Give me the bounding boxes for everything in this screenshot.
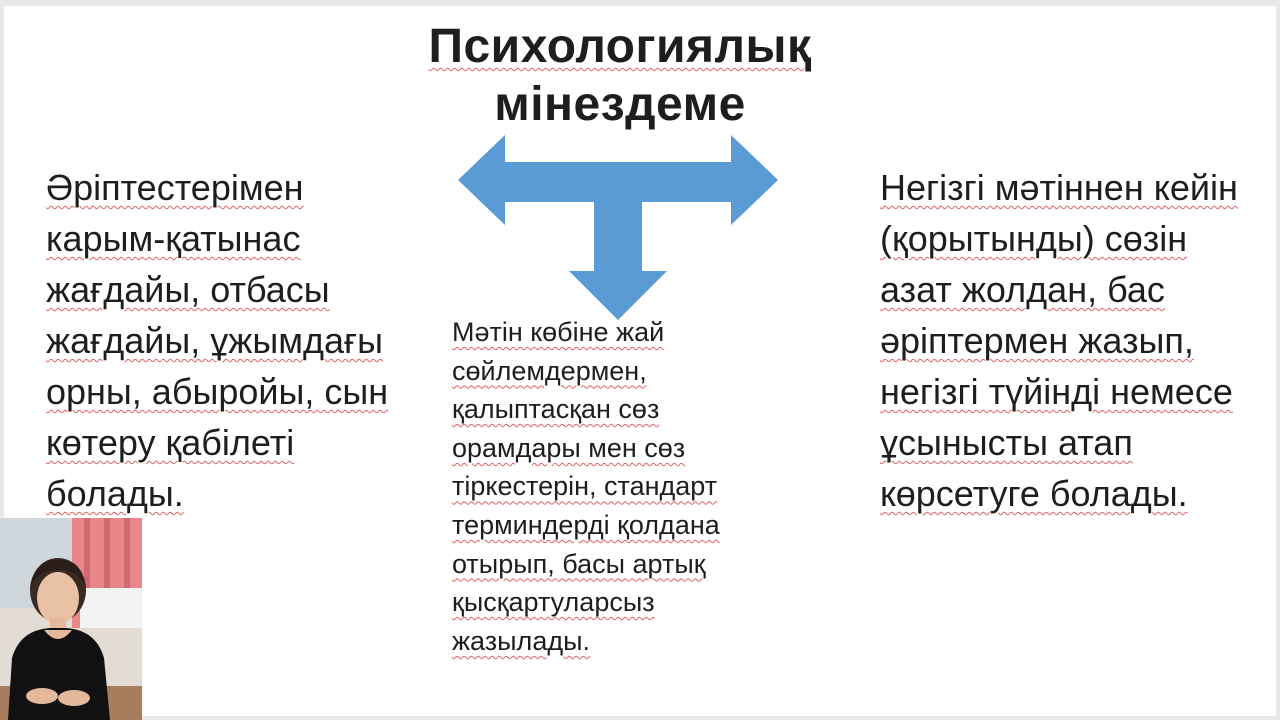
arrow-shape [458, 135, 778, 320]
slide-title [395, 18, 845, 134]
title-line-2: мінездеме [494, 78, 746, 131]
center-paragraph: Мәтін көбіне жай сөйлемдермен, қалыптасқан сөз орамдары мен сөз тіркестерін, стандарт терминдерді қолдана отырып, басы артық қысқартуларсыз жазылады. [452, 317, 720, 656]
left-paragraph: Әріптестерімен карым-қатынас жағдайы, отбасы жағдайы, ұжымдағы орны, абыройы, сын көтеру қабілеті болады. [46, 167, 389, 514]
right-paragraph: Негізгі мәтіннен кейін (қорытынды) сөзін азат жолдан, бас әріптермен жазып, негізгі түйінді немесе ұсынысты атап көрсетуге болады. [880, 167, 1238, 514]
right-text-block [880, 162, 1250, 519]
title-line-1: Психологиялық [428, 20, 812, 73]
left-text-block [46, 162, 406, 519]
three-way-arrow-icon [455, 132, 781, 322]
presenter-icon [0, 518, 142, 720]
center-text-block [452, 313, 782, 660]
presenter-webcam-overlay [0, 518, 142, 720]
